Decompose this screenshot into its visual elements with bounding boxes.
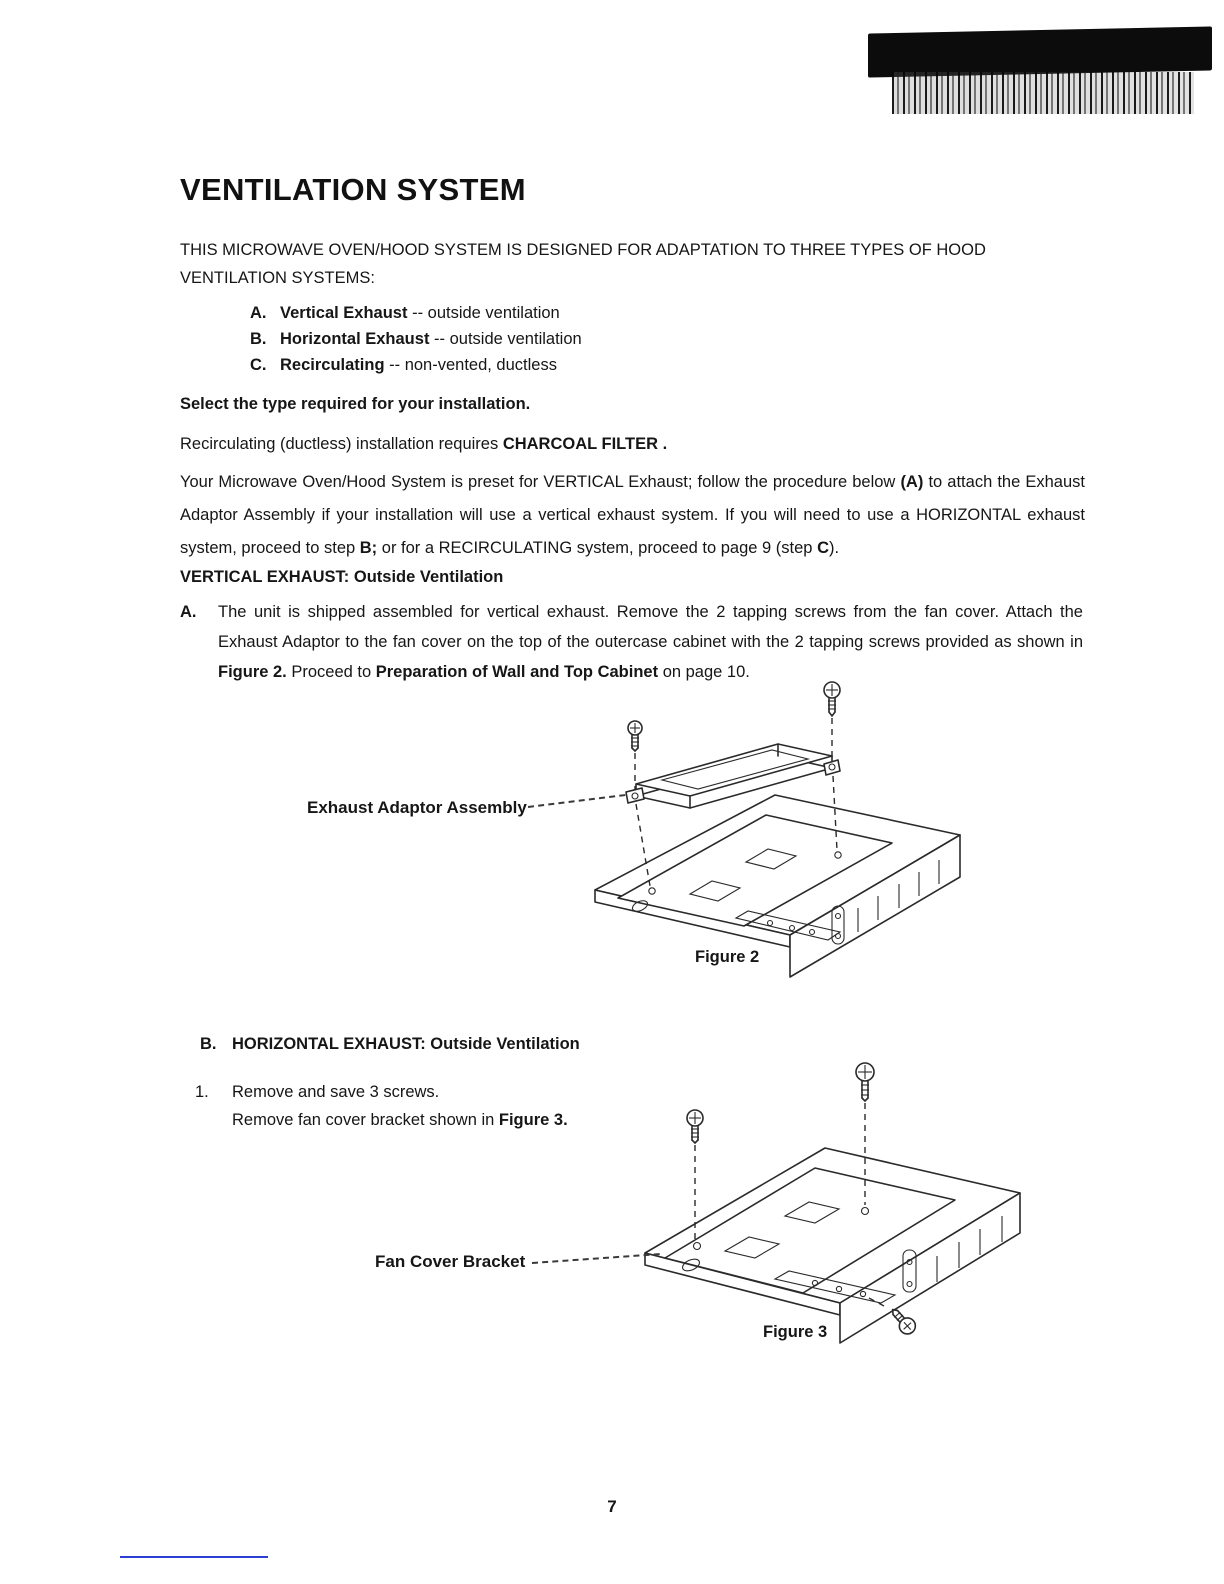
type-label: A. [250, 304, 267, 322]
preset-paragraph: Your Microwave Oven/Hood System is preset for VERTICAL Exhaust; follow the procedure below (A) to attach the Exhaust Adaptor Assembly if your installation will use a vertical exhaust system. If you will need to use a HORIZONTAL exhaust system, proceed to step B; or for a RECIRCULATING system, proceed to page 9 (step C). [180, 473, 1085, 557]
scan-artifact-line [120, 1556, 268, 1558]
type-name: Recirculating [280, 356, 385, 374]
step-a-text: The unit is shipped assembled for vertical exhaust. Remove the 2 tapping screws from the fan cover. Attach the Exhaust Adaptor to the fan cover on the top of the outercase cabinet with the 2 tapping screws provided as shown in Figure 2. Proceed to Preparation of Wall and Top Cabinet on page 10. [218, 603, 1083, 681]
scan-artifact [868, 26, 1212, 77]
type-desc: -- outside ventilation [407, 304, 560, 322]
step-1-number: 1. [195, 1083, 209, 1101]
type-name: Horizontal Exhaust [280, 330, 430, 348]
exhaust-adaptor-label: Exhaust Adaptor Assembly [307, 798, 527, 817]
horizontal-exhaust-heading: HORIZONTAL EXHAUST: Outside Ventilation [232, 1035, 580, 1053]
intro-paragraph: THIS MICROWAVE OVEN/HOOD SYSTEM IS DESIGNED FOR ADAPTATION TO THREE TYPES OF HOOD VENTILATION SYSTEMS: [180, 241, 986, 287]
scan-artifact-streaks [892, 72, 1194, 114]
page-number: 7 [607, 1497, 617, 1516]
ventilation-type-item [250, 352, 582, 378]
type-desc: -- non-vented, ductless [384, 356, 557, 374]
fan-cover-bracket-label: Fan Cover Bracket [375, 1252, 526, 1271]
exhaust-adaptor-assembly [626, 744, 840, 808]
tapping-screw-icon [856, 1063, 874, 1101]
select-type-line: Select the type required for your installation. [180, 395, 531, 413]
vertical-exhaust-heading: VERTICAL EXHAUST: Outside Ventilation [180, 568, 504, 586]
tapping-screw-icon [824, 682, 840, 716]
ventilation-type-item [250, 300, 582, 326]
figure2-caption: Figure 2 [695, 948, 760, 966]
ventilation-type-list [250, 300, 582, 378]
step-a-label: A. [180, 603, 197, 621]
horizontal-step-label: B. [200, 1035, 217, 1053]
type-name: Vertical Exhaust [280, 304, 408, 322]
ventilation-type-item [250, 326, 582, 352]
figure2-illustration [540, 680, 980, 990]
figure3-illustration [370, 1058, 1030, 1358]
page-title: VENTILATION SYSTEM [180, 172, 526, 207]
step-1-line2: Remove fan cover bracket shown in Figure 3. [232, 1111, 568, 1129]
type-label: C. [250, 356, 267, 374]
recirculating-note: Recirculating (ductless) installation requires CHARCOAL FILTER . [180, 435, 668, 453]
step-1-line1: Remove and save 3 screws. [232, 1083, 440, 1101]
figure3-caption: Figure 3 [763, 1323, 828, 1341]
type-desc: -- outside ventilation [429, 330, 582, 348]
tapping-screw-icon [687, 1110, 703, 1143]
tapping-screw-icon [628, 721, 642, 751]
type-label: B. [250, 330, 267, 348]
